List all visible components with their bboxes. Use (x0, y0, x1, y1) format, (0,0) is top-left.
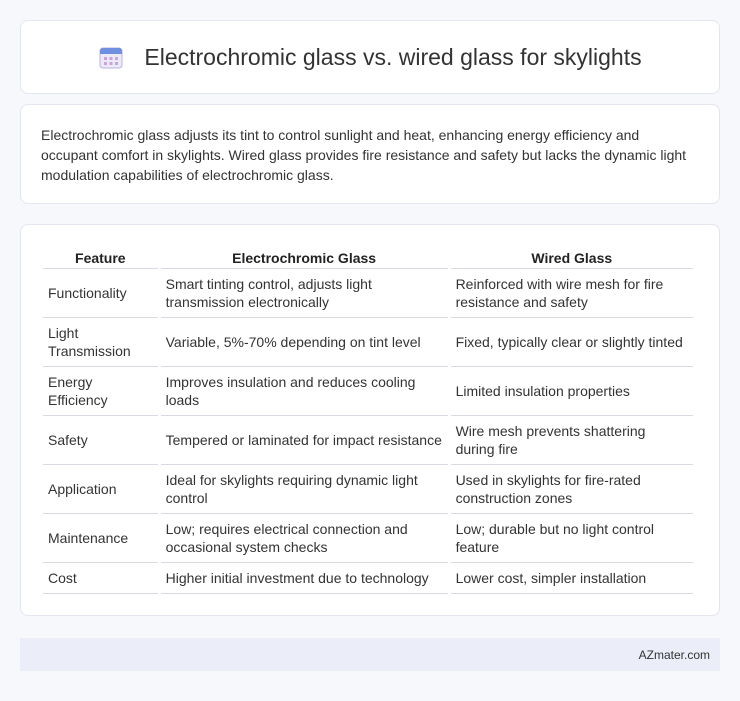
summary-text: Electrochromic glass adjusts its tint to control sunlight and heat, enhancing energy efficiency and occupant comfort in skylights. Wired glass provides fire resistance and safety but lacks the dynamic light modulation capabilities of electrochromic glass. (41, 127, 687, 183)
row-electrochromic: Tempered or laminated for impact resistance (161, 416, 448, 465)
page-title: Electrochromic glass vs. wired glass for skylights (144, 43, 642, 70)
row-electrochromic: Low; requires electrical connection and occasional system checks (161, 514, 448, 563)
table-row (43, 416, 693, 465)
comparison-table (40, 245, 696, 594)
table-card (20, 224, 720, 616)
row-feature: Light Transmission (43, 318, 158, 367)
table-row (43, 367, 693, 416)
row-feature: Safety (43, 416, 158, 465)
row-feature: Energy Efficiency (43, 367, 158, 416)
row-electrochromic: Ideal for skylights requiring dynamic light control (161, 465, 448, 514)
row-wired: Fixed, typically clear or slightly tinted (451, 318, 693, 367)
row-feature: Maintenance (43, 514, 158, 563)
title-card (20, 20, 720, 94)
calendar-icon (98, 44, 124, 70)
header-electrochromic: Electrochromic Glass (161, 245, 448, 269)
row-electrochromic: Variable, 5%-70% depending on tint level (161, 318, 448, 367)
footer (20, 638, 720, 671)
row-feature: Functionality (43, 269, 158, 318)
row-feature: Cost (43, 563, 158, 594)
row-electrochromic: Improves insulation and reduces cooling loads (161, 367, 448, 416)
row-wired: Low; durable but no light control feature (451, 514, 693, 563)
row-wired: Reinforced with wire mesh for fire resistance and safety (451, 269, 693, 318)
table-row (43, 514, 693, 563)
row-wired: Limited insulation properties (451, 367, 693, 416)
header-wired: Wired Glass (451, 245, 693, 269)
table-row (43, 269, 693, 318)
header-feature: Feature (43, 245, 158, 269)
summary-card (20, 104, 720, 204)
table-header-row (43, 245, 693, 269)
table-row (43, 563, 693, 594)
footer-brand[interactable]: AZmater.com (638, 647, 710, 662)
table-row (43, 465, 693, 514)
row-feature: Application (43, 465, 158, 514)
row-wired: Used in skylights for fire-rated construction zones (451, 465, 693, 514)
row-wired: Lower cost, simpler installation (451, 563, 693, 594)
table-row (43, 318, 693, 367)
row-wired: Wire mesh prevents shattering during fire (451, 416, 693, 465)
row-electrochromic: Smart tinting control, adjusts light transmission electronically (161, 269, 448, 318)
row-electrochromic: Higher initial investment due to technology (161, 563, 448, 594)
